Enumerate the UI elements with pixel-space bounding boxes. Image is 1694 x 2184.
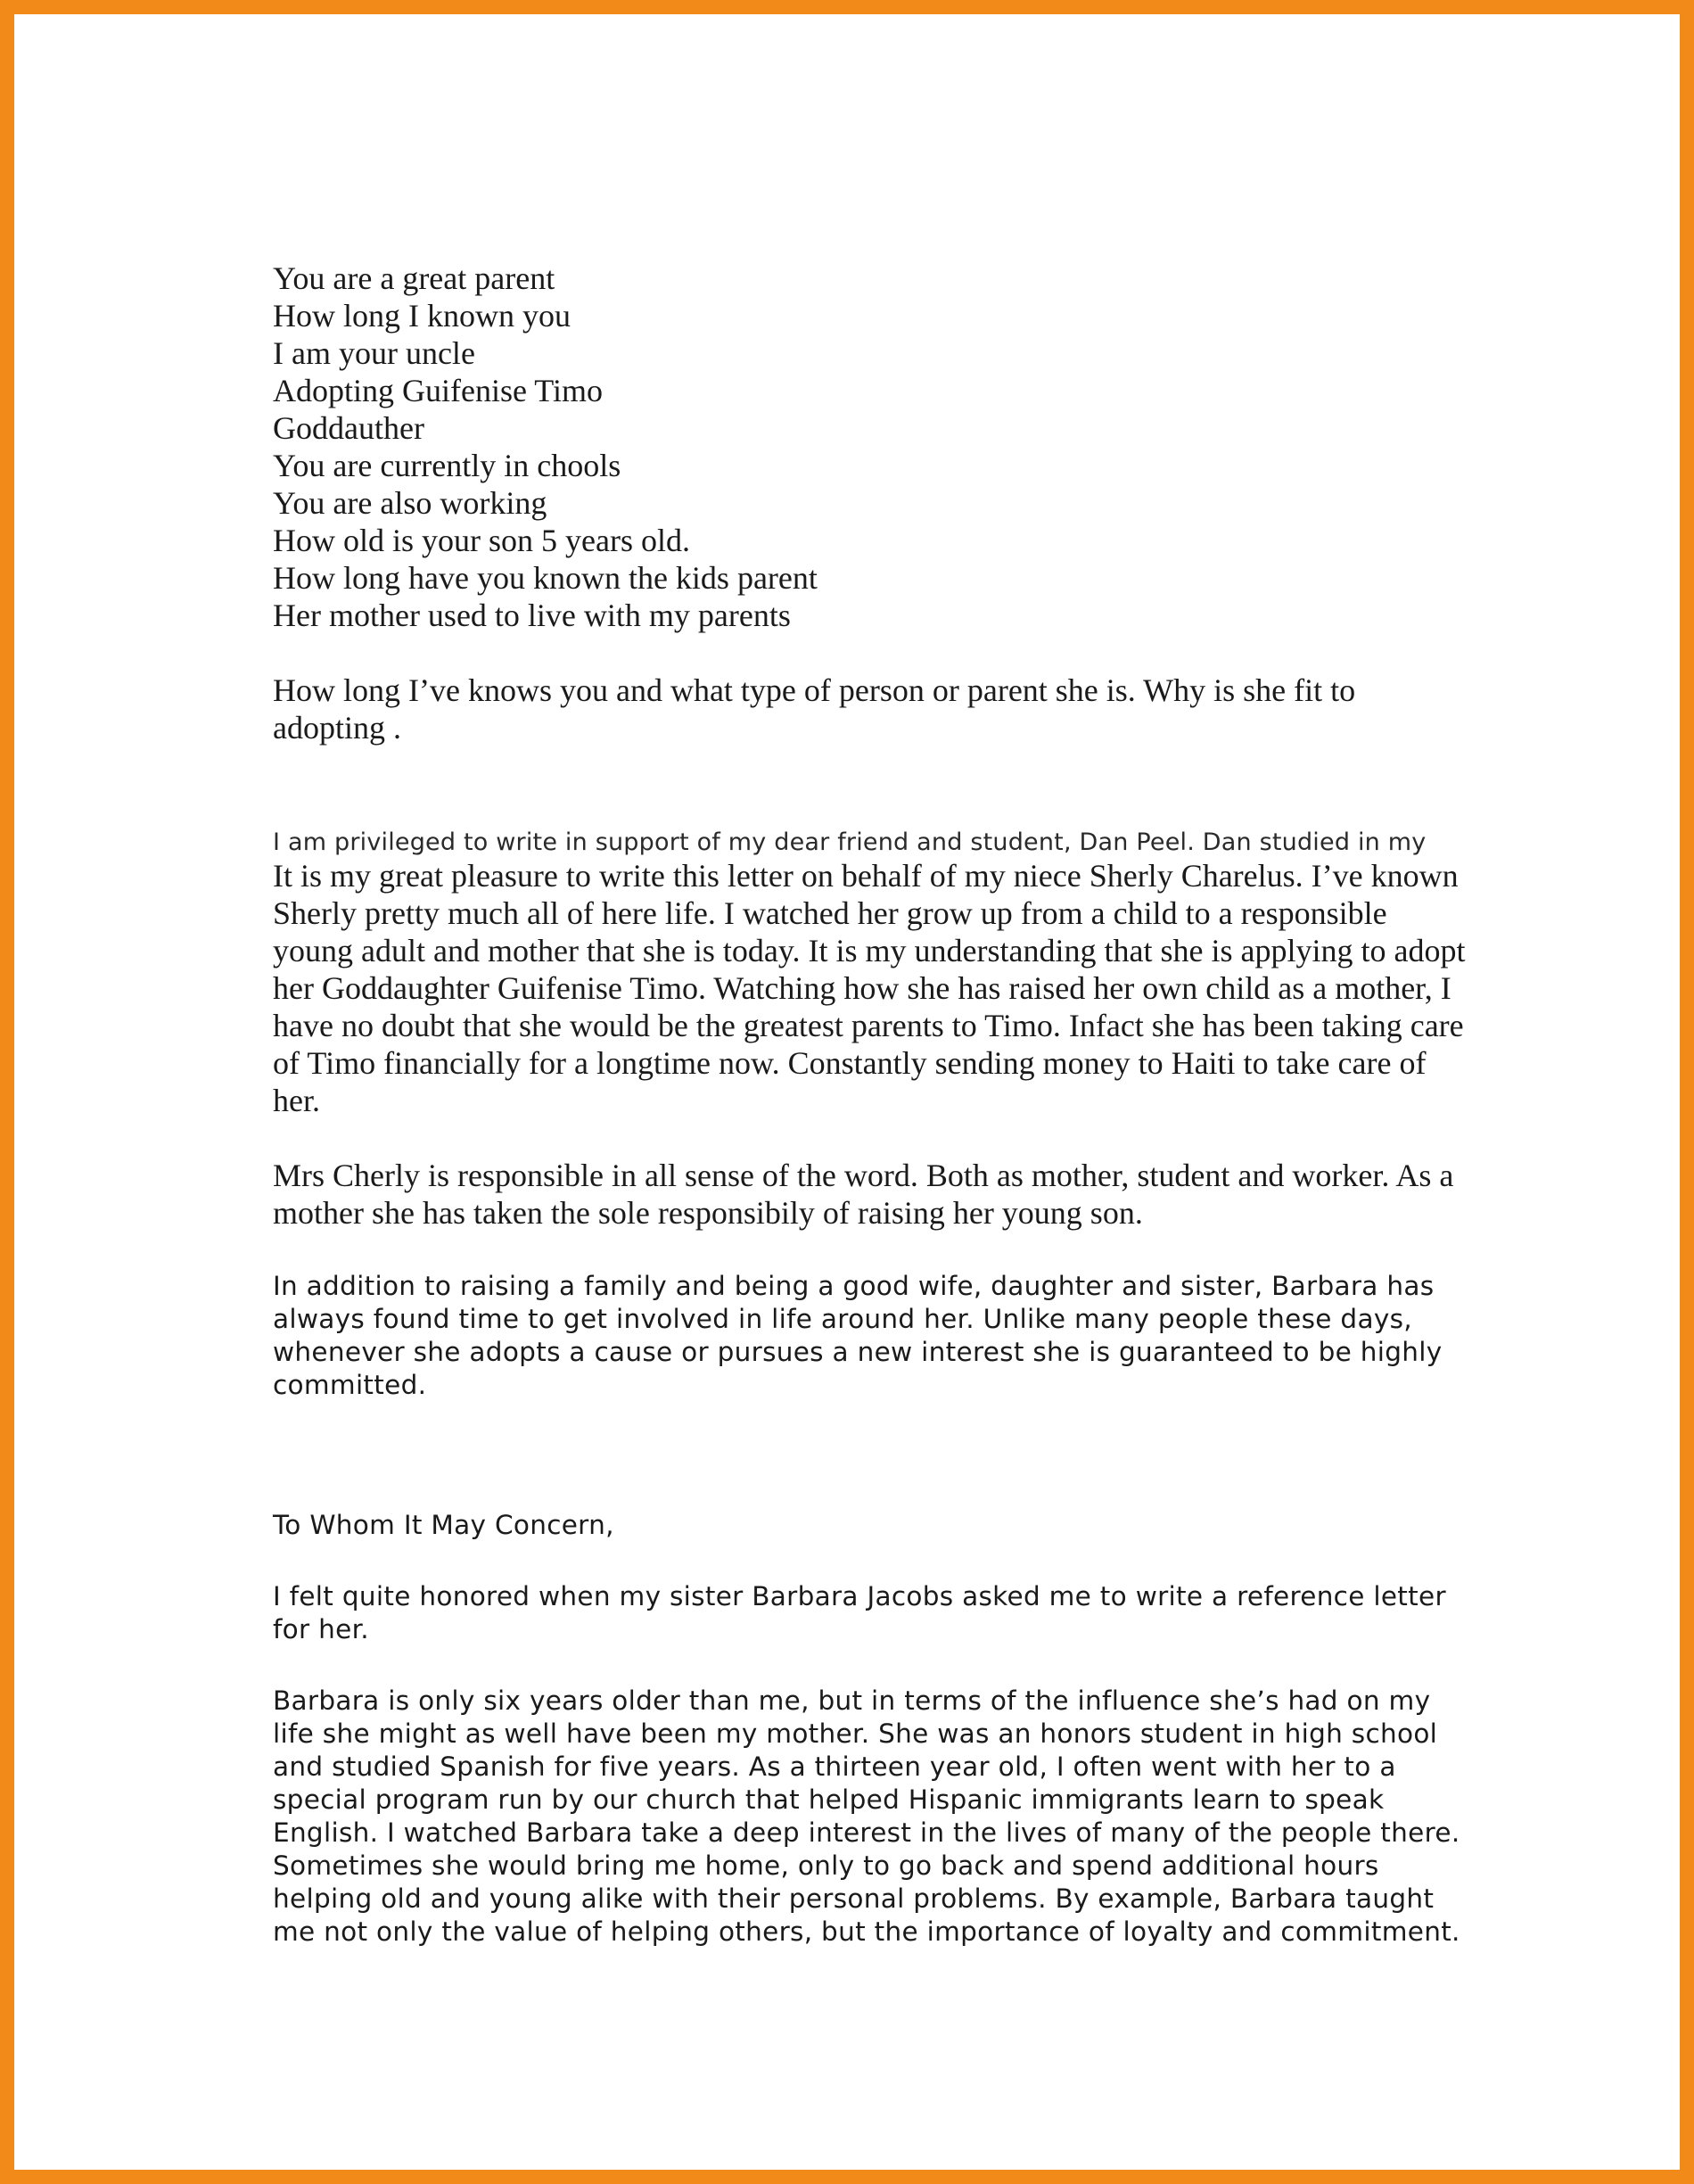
- sample-paragraph-intro: I felt quite honored when my sister Barbara Jacobs asked me to write a reference letter for her.: [273, 1581, 1446, 1644]
- note-item: I am your uncle: [273, 335, 475, 371]
- question-paragraph: How long I’ve knows you and what type of person or parent she is. Why is she fit to adopting .: [273, 672, 1356, 746]
- note-item: How long have you known the kids parent: [273, 560, 818, 596]
- document-page: [273, 260, 1476, 1949]
- note-item: Adopting Guifenise Timo: [273, 373, 604, 408]
- fragment-line: I am privileged to write in support of my dear friend and student, Dan Peel. Dan studied in my: [273, 828, 1427, 856]
- sample-paragraph-body: Barbara is only six years older than me, but in terms of the influence she’s had on my life she might as well have been my mother. She was an honors student in high school and studied Spanish for five years. As a thirteen year old, I often went with her to a special program run by our church that helped Hispanic immigrants learn to speak English. I watched Barbara take a deep interest in the lives of many of the people there. Sometimes she would bring me home, only to go back and spend additional hours helping old and young alike with their personal problems. By example, Barbara taught me not only the value of helping others, but the importance of loyalty and commitment.: [273, 1685, 1460, 1947]
- note-item: How long I known you: [273, 298, 571, 334]
- letter-paragraph-2: Mrs Cherly is responsible in all sense of the word. Both as mother, student and worker. As a mother she has taken the sole responsibily of raising her young son.: [273, 1158, 1454, 1231]
- notes-list: [273, 260, 1476, 634]
- note-item: Her mother used to live with my parents: [273, 598, 791, 633]
- note-item: You are also working: [273, 485, 547, 521]
- note-item: How old is your son 5 years old.: [273, 523, 690, 558]
- salutation: To Whom It May Concern,: [273, 1510, 614, 1540]
- letter-paragraph-1: It is my great pleasure to write this letter on behalf of my niece Sherly Charelus. I’ve known Sherly pretty much all of here life. I watched her grow up from a child to a responsible young adult and mother that she is today. It is my understanding that she is applying to adopt her Goddaughter Guifenise Timo. Watching how she has raised her own child as a mother, I have no doubt that she would be the greatest parents to Timo. Infact she has been taking care of Timo financially for a longtime now. Constantly sending money to Haiti to take care of her.: [273, 858, 1466, 1118]
- note-item: You are currently in chools: [273, 448, 621, 483]
- note-item: Goddauther: [273, 410, 424, 446]
- note-item: You are a great parent: [273, 260, 555, 296]
- sample-paragraph-addition: In addition to raising a family and being a good wife, daughter and sister, Barbara has always found time to get involved in life around her. Unlike many people these days, whenever she adopts a cause or pursues a new interest she is guaranteed to be highly committed.: [273, 1271, 1443, 1400]
